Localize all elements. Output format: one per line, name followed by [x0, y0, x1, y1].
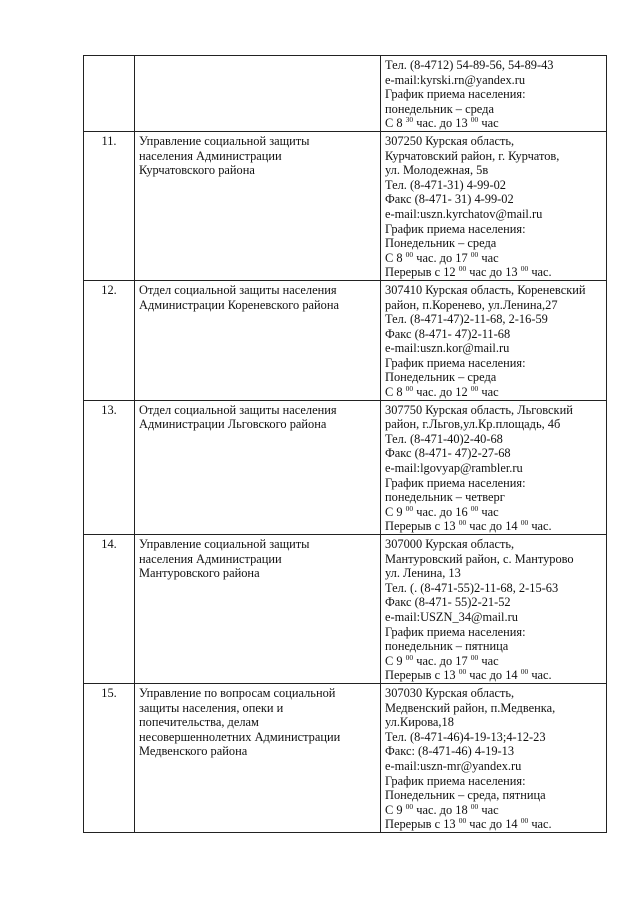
office-name-line: населения Администрации: [139, 551, 282, 566]
office-contact: [381, 535, 607, 684]
row-number: 13.: [84, 400, 135, 534]
row-number: 12.: [84, 280, 135, 400]
contact-line: График приема населения:: [385, 87, 526, 102]
office-name-line: Отдел социальной защиты населения: [139, 402, 337, 417]
contact-line: Перерыв с 13 $^{00}$ час до 14 $^{00}$ час.: [385, 518, 552, 534]
office-name-line: Отдел социальной защиты населения: [139, 282, 337, 297]
contact-line: Факс: (8-471-46) 4-19-13: [385, 744, 515, 759]
contact-line: 307030 Курская область,: [385, 685, 515, 700]
office-name: [135, 280, 381, 400]
contact-line: e-mail:kyrski.rn@yandex.ru: [385, 72, 526, 87]
contact-line: Понедельник – среда: [385, 236, 497, 251]
contact-line: Тел. (8-471-31) 4-99-02: [385, 177, 506, 192]
office-name-line: Администрации Кореневского района: [139, 297, 339, 312]
table-row: [84, 535, 607, 684]
contact-line: понедельник – среда: [385, 101, 494, 116]
contact-line: 307250 Курская область,: [385, 133, 515, 148]
table-row: [84, 400, 607, 534]
table-row: [84, 683, 607, 832]
contact-line: Перерыв с 13 $^{00}$ час до 14 $^{00}$ час.: [385, 667, 552, 683]
contact-line: Перерыв с 12 $^{00}$ час до 13 $^{00}$ час.: [385, 264, 552, 280]
contact-line: e-mail:uszn-mr@yandex.ru: [385, 758, 522, 773]
contact-line: Понедельник – среда, пятница: [385, 788, 546, 803]
contact-line: График приема населения:: [385, 624, 526, 639]
office-name: [135, 56, 381, 132]
table-row: [84, 280, 607, 400]
office-name: [135, 131, 381, 280]
office-name-line: Управление социальной защиты: [139, 537, 310, 551]
office-contact: [381, 56, 607, 132]
contact-line: Тел. (. (8-471-55)2-11-68, 2-15-63: [385, 580, 559, 595]
contact-line: Тел. (8-471-40)2-40-68: [385, 431, 503, 446]
offices-table: [83, 55, 607, 833]
contact-line: С 8 $^{00}$ час. до 12 $^{00}$ час: [385, 384, 499, 400]
contact-line: ул.Кирова,18: [385, 715, 454, 730]
contact-line: e-mail:uszn.kyrchatov@mail.ru: [385, 206, 543, 221]
contact-line: С 9 $^{00}$ час. до 17 $^{00}$ час: [385, 652, 499, 668]
row-number: 14.: [84, 535, 135, 684]
office-contact: [381, 400, 607, 534]
office-name-line: защиты населения, опеки и: [139, 700, 284, 715]
office-name-line: несовершеннолетних Администрации: [139, 729, 341, 744]
office-name-line: Медвенского района: [139, 744, 248, 759]
contact-line: С 9 $^{00}$ час. до 16 $^{00}$ час: [385, 503, 499, 519]
office-name: [135, 400, 381, 534]
office-name-line: Мантуровского района: [139, 566, 260, 581]
contact-line: 307410 Курская область, Кореневский: [385, 282, 586, 297]
contact-line: Курчатовский район, г. Курчатов,: [385, 148, 560, 163]
contact-line: График приема населения:: [385, 475, 526, 490]
office-name-line: Управление социальной защиты: [139, 133, 310, 148]
contact-line: Перерыв с 13 $^{00}$ час до 14 $^{00}$ час.: [385, 816, 552, 832]
contact-line: 307750 Курская область, Льговский: [385, 402, 573, 417]
contact-line: ул. Молодежная, 5в: [385, 163, 489, 178]
contact-line: Факс (8-471- 47)2-27-68: [385, 446, 511, 461]
contact-line: Понедельник – среда: [385, 370, 497, 385]
row-number: [84, 56, 135, 132]
contact-line: Тел. (8-471-47)2-11-68, 2-16-59: [385, 312, 548, 327]
contact-line: График приема населения:: [385, 773, 526, 788]
contact-line: Мантуровский район, с. Мантурово: [385, 551, 574, 566]
contact-line: График приема населения:: [385, 221, 526, 236]
contact-line: Факс (8-471- 47)2-11-68: [385, 326, 511, 341]
contact-line: С 8 $^{30}$ час. до 13 $^{00}$ час: [385, 115, 499, 131]
contact-line: ул. Ленина, 13: [385, 566, 461, 581]
row-number: 11.: [84, 131, 135, 280]
contact-line: Факс (8-471- 31) 4-99-02: [385, 192, 514, 207]
contact-line: район, п.Коренево, ул.Ленина,27: [385, 297, 558, 312]
office-contact: [381, 131, 607, 280]
contact-line: Тел. (8-471-46)4-19-13;4-12-23: [385, 729, 546, 744]
contact-line: e-mail:uszn.kor@mail.ru: [385, 341, 510, 356]
contact-line: понедельник – пятница: [385, 639, 509, 654]
contact-line: понедельник – четверг: [385, 490, 505, 505]
contact-line: 307000 Курская область,: [385, 537, 515, 551]
contact-line: Медвенский район, п.Медвенка,: [385, 700, 556, 715]
office-name-line: населения Администрации: [139, 148, 282, 163]
office-name: [135, 535, 381, 684]
contact-line: e-mail:USZN_34@mail.ru: [385, 609, 518, 624]
office-contact: [381, 280, 607, 400]
table-row: [84, 131, 607, 280]
contact-line: График приема населения:: [385, 355, 526, 370]
contact-line: С 8 $^{00}$ час. до 17 $^{00}$ час: [385, 249, 499, 265]
office-name-line: попечительства, делам: [139, 715, 259, 730]
office-name-line: Администрации Льговского района: [139, 417, 327, 432]
offices-table-body: [84, 56, 607, 833]
contact-line: Факс (8-471- 55)2-21-52: [385, 595, 511, 610]
contact-line: e-mail:lgovyap@rambler.ru: [385, 461, 523, 476]
office-name-line: Курчатовского района: [139, 163, 255, 178]
contact-line: Тел. (8-4712) 54-89-56, 54-89-43: [385, 58, 554, 72]
table-row: [84, 56, 607, 132]
office-name-line: Управление по вопросам социальной: [139, 685, 336, 700]
office-contact: [381, 683, 607, 832]
row-number: 15.: [84, 683, 135, 832]
contact-line: С 9 $^{00}$ час. до 18 $^{00}$ час: [385, 801, 499, 817]
contact-line: район, г.Льгов,ул.Кр.площадь, 4б: [385, 417, 561, 432]
office-name: [135, 683, 381, 832]
